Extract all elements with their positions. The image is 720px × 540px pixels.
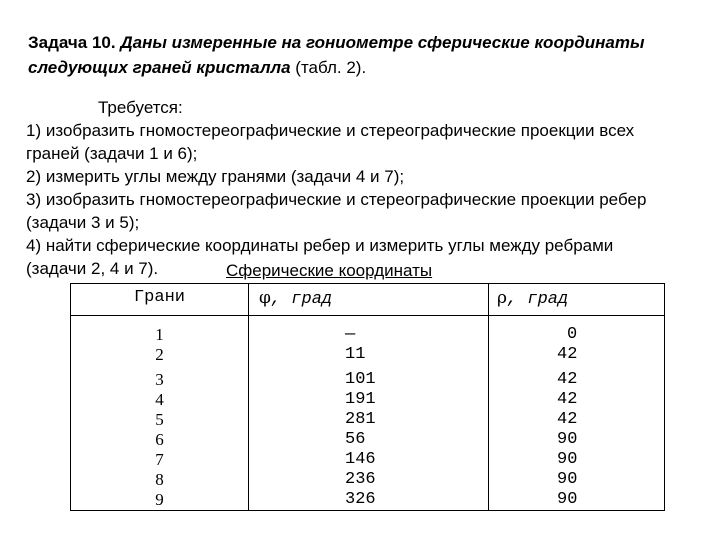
task-text-line2: следующих граней кристалла bbox=[28, 58, 291, 77]
table-header-row bbox=[71, 284, 665, 316]
requirement-line: 3) изобразить гномостереографические и стереографические проекции ребер bbox=[26, 190, 647, 209]
face-cell: 8 bbox=[155, 470, 164, 489]
rho-cell: 42 bbox=[557, 410, 578, 429]
faces-column bbox=[71, 316, 249, 511]
requirement-line: (задачи 3 и 5); bbox=[26, 213, 140, 232]
phi-cell: 191 bbox=[345, 390, 376, 409]
rho-cell: 90 bbox=[557, 490, 578, 509]
face-cell: 9 bbox=[155, 490, 164, 509]
phi-cell: 281 bbox=[345, 410, 376, 429]
header-faces-label: Грани bbox=[133, 288, 185, 307]
table-reference: (табл. 2). bbox=[295, 58, 367, 77]
requirement-line: 2) измерить углы между гранями (задачи 4 и 7); bbox=[26, 167, 405, 186]
task-label: Задача 10. bbox=[28, 33, 116, 52]
header-rho bbox=[489, 284, 665, 316]
table-body-row bbox=[71, 316, 665, 511]
phi-cell: 11 bbox=[345, 345, 366, 364]
rho-cell: 90 bbox=[557, 430, 578, 449]
phi-cell: — bbox=[345, 325, 356, 344]
phi-unit: , град bbox=[270, 290, 333, 309]
spherical-coordinates-table bbox=[70, 283, 665, 511]
face-cell: 5 bbox=[155, 410, 164, 429]
requirements-intro: Требуется: bbox=[98, 98, 183, 117]
face-cell: 1 bbox=[155, 325, 164, 344]
header-faces bbox=[71, 284, 249, 316]
phi-cell: 236 bbox=[345, 470, 376, 489]
task-statement bbox=[28, 30, 698, 80]
face-cell: 2 bbox=[155, 345, 164, 364]
rho-cell: 90 bbox=[557, 470, 578, 489]
face-cell: 4 bbox=[155, 390, 164, 409]
task-text: Даны измеренные на гониометре сферические координаты bbox=[120, 33, 645, 52]
header-phi bbox=[249, 284, 489, 316]
rho-cell: 42 bbox=[557, 345, 578, 364]
phi-cell: 146 bbox=[345, 450, 376, 469]
rho-cell: 0 bbox=[567, 325, 578, 344]
face-cell: 6 bbox=[155, 430, 164, 449]
phi-symbol: φ bbox=[259, 288, 271, 308]
requirement-line: 1) изобразить гномостереографические и стереографические проекции всех bbox=[26, 121, 635, 140]
rho-unit: , град bbox=[507, 290, 569, 309]
requirement-line: граней (задачи 1 и 6); bbox=[26, 144, 198, 163]
rho-cell: 90 bbox=[557, 450, 578, 469]
phi-column bbox=[249, 316, 489, 511]
requirement-line: 4) найти сферические координаты ребер и измерить углы между ребрами bbox=[26, 236, 614, 255]
rho-cell: 42 bbox=[557, 390, 578, 409]
phi-cell: 56 bbox=[345, 430, 366, 449]
rho-cell: 42 bbox=[557, 370, 578, 389]
phi-cell: 101 bbox=[345, 370, 376, 389]
face-cell: 3 bbox=[155, 370, 164, 389]
face-cell: 7 bbox=[155, 450, 164, 469]
rho-symbol: ρ bbox=[497, 288, 507, 308]
rho-column bbox=[489, 316, 665, 511]
requirement-line: (задачи 2, 4 и 7). bbox=[26, 259, 159, 278]
table-caption: Сферические координаты bbox=[226, 261, 433, 280]
phi-cell: 326 bbox=[345, 490, 376, 509]
